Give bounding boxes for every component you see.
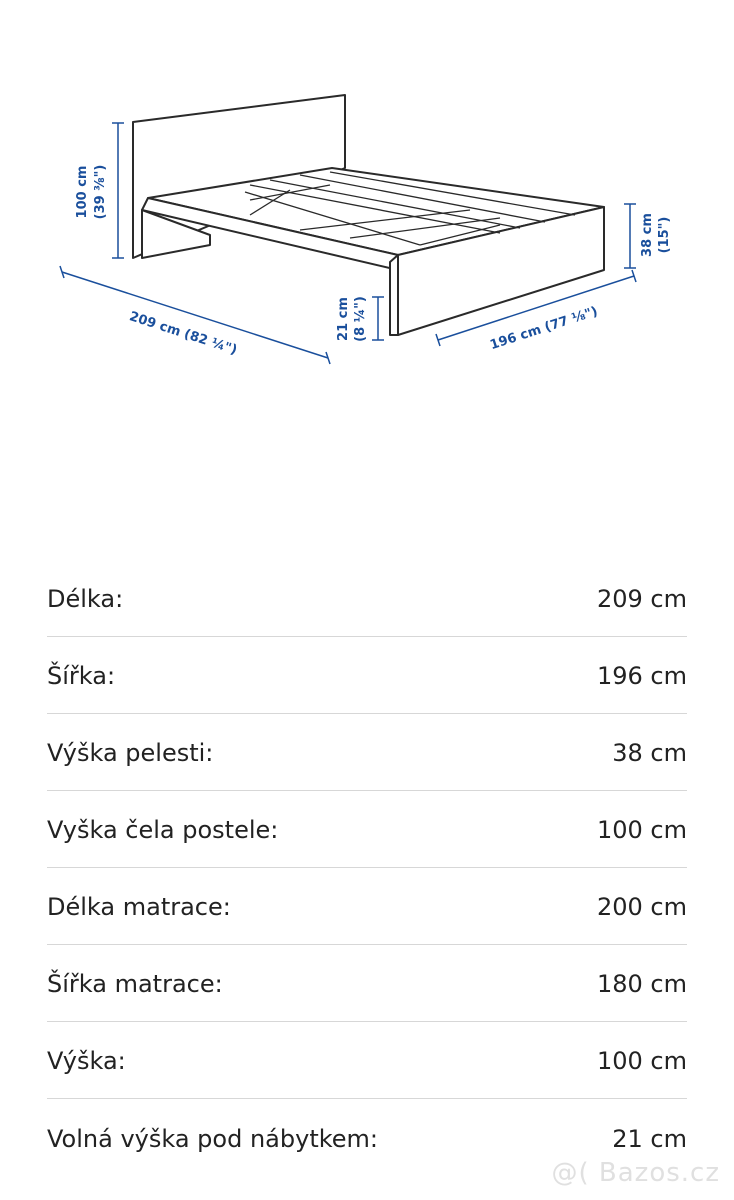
clearance-label: 21 cm xyxy=(336,297,351,341)
spec-value: 100 cm xyxy=(596,816,687,844)
spec-label: Délka matrace: xyxy=(47,893,231,921)
length-label: 209 cm (82 ¼") xyxy=(127,309,239,359)
spec-row xyxy=(47,1022,687,1099)
spec-value: 196 cm xyxy=(596,662,687,690)
spec-value: 200 cm xyxy=(596,893,687,921)
spec-value: 209 cm xyxy=(596,585,687,613)
side-height-label: 38 cm xyxy=(640,213,655,257)
spec-row xyxy=(47,791,687,868)
spec-row xyxy=(47,945,687,1022)
spec-row xyxy=(47,637,687,714)
spec-label: Výška pelesti: xyxy=(47,739,214,767)
bed-dimension-diagram xyxy=(0,0,734,420)
spec-label: Volná výška pod nábytkem: xyxy=(47,1124,378,1153)
spec-label: Šířka: xyxy=(47,662,116,690)
footboard-end xyxy=(390,255,398,335)
headboard-height-in-label: (39 ⅜") xyxy=(93,164,108,220)
spec-row xyxy=(47,714,687,791)
spec-value: 180 cm xyxy=(596,970,687,998)
clearance-in-label: (8 ¼") xyxy=(353,296,368,342)
spec-table xyxy=(47,560,687,1176)
spec-value: 38 cm xyxy=(612,739,687,767)
headboard-height-label: 100 cm xyxy=(75,165,90,219)
side-height-in-label: (15") xyxy=(657,216,672,254)
spec-value: 100 cm xyxy=(596,1047,687,1075)
width-label: 196 cm (77 ⅛") xyxy=(488,304,600,354)
spec-label: Výška: xyxy=(47,1047,126,1075)
watermark: @( Bazos.cz xyxy=(551,1158,720,1188)
spec-row xyxy=(47,868,687,945)
spec-label: Délka: xyxy=(47,585,124,613)
spec-value: 21 cm xyxy=(612,1124,687,1153)
spec-row xyxy=(47,560,687,637)
spec-label: Vyška čela postele: xyxy=(47,816,279,844)
spec-label: Šířka matrace: xyxy=(47,970,223,998)
